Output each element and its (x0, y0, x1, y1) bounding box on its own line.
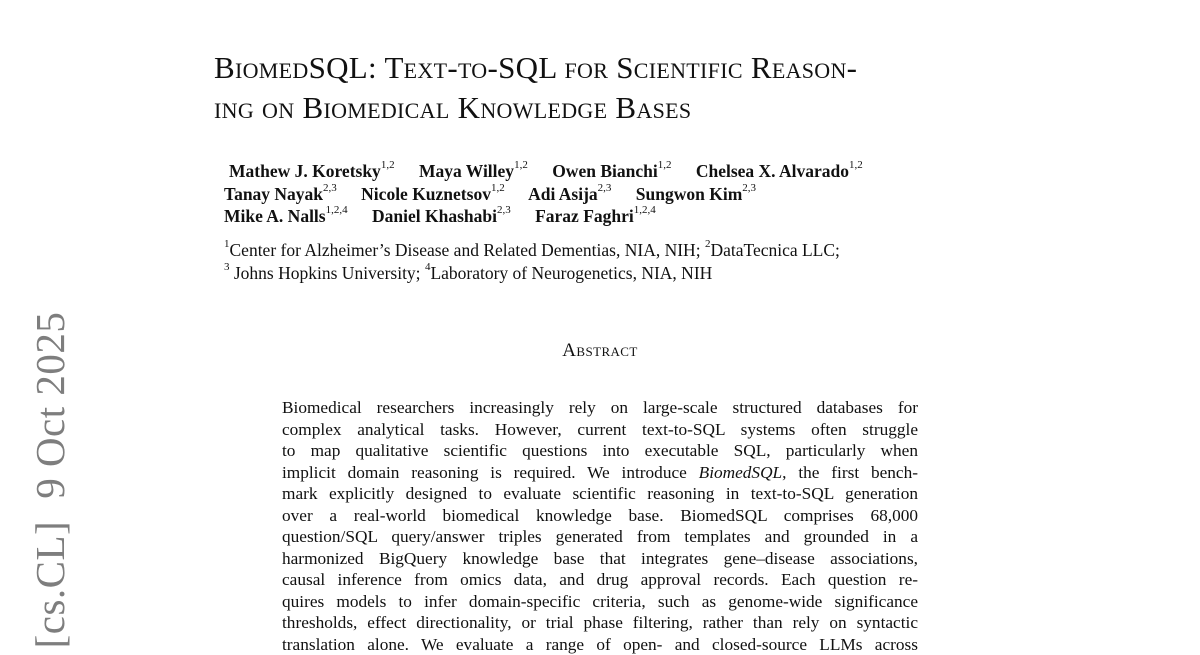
abstract-line: quires models to infer domain-specific criteria, such as genome-wide significance (282, 591, 918, 613)
abstract-line: causal inference from omics data, and drug approval records. Each question re- (282, 569, 918, 591)
title-line-2: ing on Biomedical Knowledge Bases (214, 88, 1034, 128)
author: Daniel Khashabi$^{2,3}$ (372, 206, 511, 226)
abstract-line: Biomedical researchers increasingly rely on large-scale structured databases for (282, 397, 918, 419)
affiliation-line: $^3$ Johns Hopkins University; $^4$Laboratory of Neurogenetics, NIA, NIH (224, 262, 984, 285)
abstract-body (282, 397, 918, 655)
author: Nicole Kuznetsov$^{1,2}$ (361, 184, 505, 204)
author: Mike A. Nalls$^{1,2,4}$ (224, 206, 348, 226)
abstract-line: thresholds, effect directionality, or trial phase filtering, rather than rely on syntactic (282, 612, 918, 634)
arxiv-category: [cs.CL] (27, 521, 73, 649)
affiliations (224, 239, 984, 285)
author: Sungwon Kim$^{2,3}$ (636, 184, 756, 204)
author: Mathew J. Koretsky$^{1,2}$ (229, 161, 395, 181)
benchmark-name: BiomedSQL (699, 463, 783, 482)
abstract-line: implicit domain reasoning is required. We introduce BiomedSQL, the first bench- (282, 462, 918, 484)
abstract-line: question/SQL query/answer triples generated from templates and grounded in a (282, 526, 918, 548)
author: Faraz Faghri$^{1,2,4}$ (535, 206, 656, 226)
author: Owen Bianchi$^{1,2}$ (552, 161, 671, 181)
author-row (224, 205, 984, 228)
affiliation-line: $^1$Center for Alzheimer’s Disease and Related Dementias, NIA, NIH; $^2$DataTecnica LLC; (224, 239, 984, 262)
author: Adi Asija$^{2,3}$ (528, 184, 611, 204)
abstract-line: mark explicitly designed to evaluate scientific reasoning in text-to-SQL generation (282, 483, 918, 505)
arxiv-stamp (26, 312, 74, 649)
title-line-1: BiomedSQL: Text-to-SQL for Scientific Reason- (214, 48, 1034, 88)
author: Chelsea X. Alvarado$^{1,2}$ (696, 161, 863, 181)
abstract-line: complex analytical tasks. However, current text-to-SQL systems often struggle (282, 419, 918, 441)
abstract-line: harmonized BigQuery knowledge base that integrates gene–disease associations, (282, 548, 918, 570)
author-row (224, 160, 984, 183)
paper-title (214, 48, 1034, 128)
author-row (224, 183, 984, 206)
abstract-line: translation alone. We evaluate a range of open- and closed-source LLMs across (282, 634, 918, 655)
abstract-heading: Abstract (0, 340, 1200, 362)
author: Maya Willey$^{1,2}$ (419, 161, 528, 181)
author-list (224, 160, 984, 228)
abstract-line: over a real-world biomedical knowledge base. BiomedSQL comprises 68,000 (282, 505, 918, 527)
arxiv-date: 9 Oct 2025 (27, 312, 73, 499)
abstract-line: to map qualitative scientific questions into executable SQL, particularly when (282, 440, 918, 462)
author: Tanay Nayak$^{2,3}$ (224, 184, 337, 204)
